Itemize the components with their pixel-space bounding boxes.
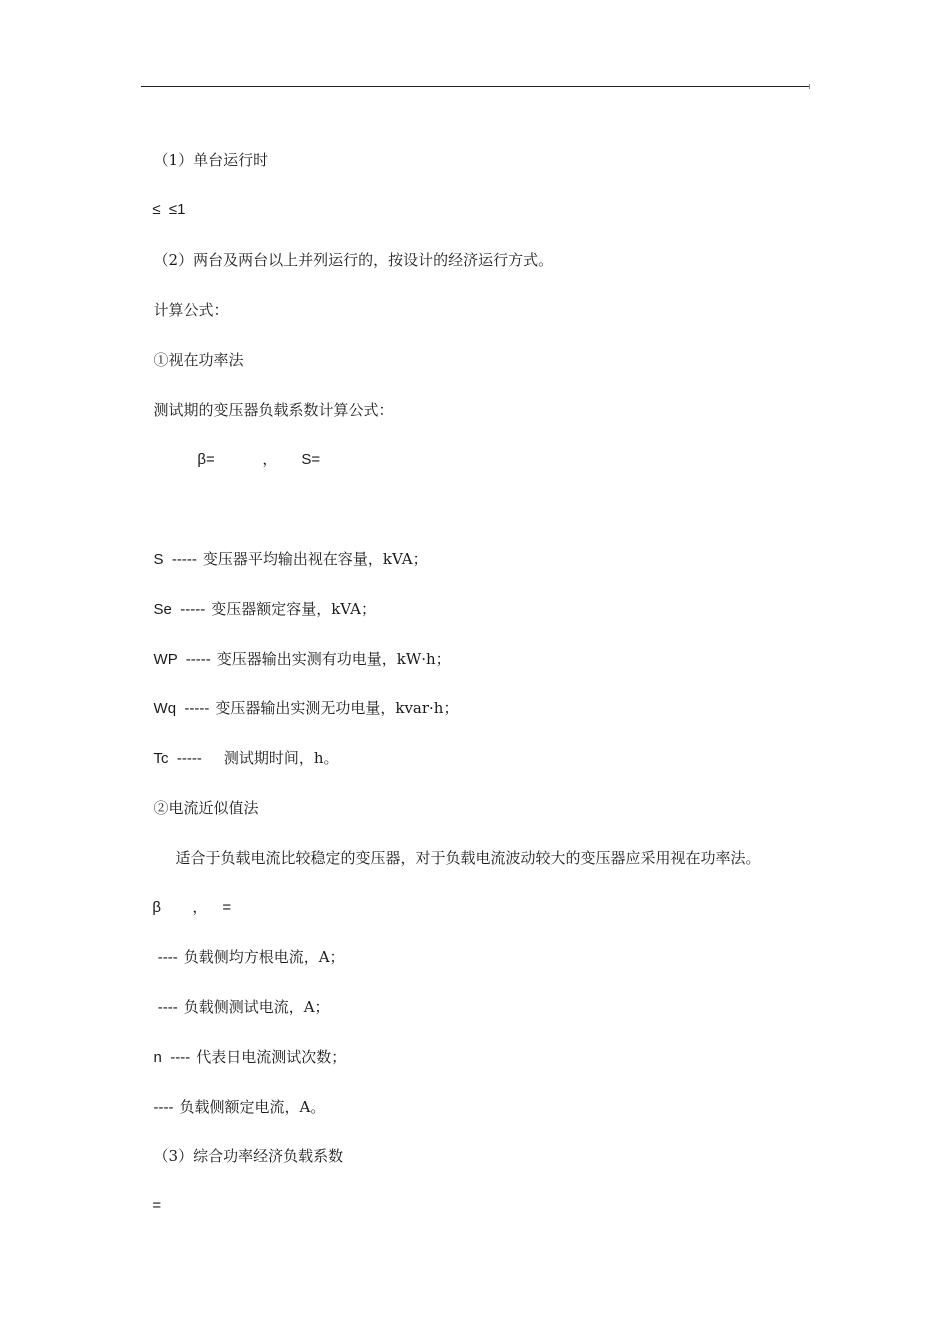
section-parallel-operation-text: （2）两台及两台以上并列运行的，按设计的经济运行方式。 xyxy=(153,251,554,269)
beta-current-equals-wrap xyxy=(214,878,231,918)
beta-equals: β= xyxy=(197,451,215,468)
single-operation-range xyxy=(144,180,186,220)
method-current-approx-text: ②电流近似值法 xyxy=(153,799,259,817)
beta-s-comma: ， xyxy=(262,451,278,468)
def-wp-symbol: WP ----- xyxy=(153,651,211,668)
composite-equals: = xyxy=(152,1197,162,1214)
beta-s-formula xyxy=(189,430,215,470)
s-formula xyxy=(293,430,320,470)
single-operation-range-text: ≤ ≤1 xyxy=(152,201,186,218)
def-rated-current-symbol: ---- xyxy=(153,1099,174,1116)
def-rms-current-text: 负载侧均方根电流，A； xyxy=(183,948,345,966)
def-wp-text: 变压器输出实测有功电量，kW·h； xyxy=(216,650,451,668)
def-rated-current xyxy=(144,1077,325,1118)
def-s-text: 变压器平均输出视在容量，kVA； xyxy=(202,550,428,568)
beta-s-separator xyxy=(254,430,277,470)
section-composite-power-text: （3）综合功率经济负载系数 xyxy=(153,1147,344,1165)
def-s xyxy=(144,529,428,570)
def-wq xyxy=(144,678,458,719)
formula-heading-text: 计算公式： xyxy=(153,301,229,319)
def-n-text: 代表日电流测试次数； xyxy=(196,1048,347,1066)
method-apparent-power xyxy=(144,330,244,370)
def-wq-text: 变压器输出实测无功电量，kvar·h； xyxy=(215,699,459,717)
method-apparent-power-text: ①视在功率法 xyxy=(153,351,244,369)
current-approx-note xyxy=(166,828,761,868)
def-test-current-text: 负载侧测试电流，A； xyxy=(183,998,330,1016)
def-s-symbol: S ----- xyxy=(153,551,197,568)
section-single-operation xyxy=(144,130,268,170)
beta-current-equals: = xyxy=(222,899,232,916)
header-rule-tick xyxy=(809,84,810,89)
def-rms-current-symbol: ---- xyxy=(153,949,178,966)
current-approx-note-text: 适合于负载电流比较稳定的变压器，对于负载电流波动较大的变压器应采用视在功率法。 xyxy=(175,849,761,867)
def-n xyxy=(144,1027,346,1068)
def-se xyxy=(144,579,376,620)
def-test-current xyxy=(144,977,330,1018)
def-test-current-symbol: ---- xyxy=(153,999,178,1016)
beta-current-comma: ， xyxy=(192,899,208,916)
def-wp xyxy=(144,629,451,670)
composite-formula xyxy=(144,1176,161,1216)
def-tc xyxy=(144,728,339,769)
def-rated-current-text: 负载侧额定电流，A。 xyxy=(179,1098,326,1116)
def-rms-current xyxy=(144,927,345,968)
s-equals: S= xyxy=(301,451,321,468)
formula-heading xyxy=(144,280,229,320)
def-tc-symbol: Tc ----- xyxy=(153,750,202,767)
def-se-text: 变压器额定容量，kVA； xyxy=(211,600,376,618)
method-current-approx xyxy=(144,778,259,818)
def-tc-text: 测试期时间，h。 xyxy=(223,749,339,767)
def-se-symbol: Se ----- xyxy=(153,601,206,618)
def-wq-symbol: Wq ----- xyxy=(153,700,210,717)
header-rule xyxy=(141,86,809,87)
section-composite-power xyxy=(144,1126,343,1166)
beta-symbol: β xyxy=(152,899,161,916)
load-factor-formula-intro xyxy=(144,380,394,420)
beta-current-separator xyxy=(184,878,207,918)
def-n-symbol: n ---- xyxy=(153,1049,191,1066)
section-parallel-operation xyxy=(144,230,553,270)
section-single-operation-text: （1）单台运行时 xyxy=(153,151,269,169)
load-factor-formula-intro-text: 测试期的变压器负载系数计算公式： xyxy=(153,401,394,419)
beta-current-formula xyxy=(144,878,161,918)
